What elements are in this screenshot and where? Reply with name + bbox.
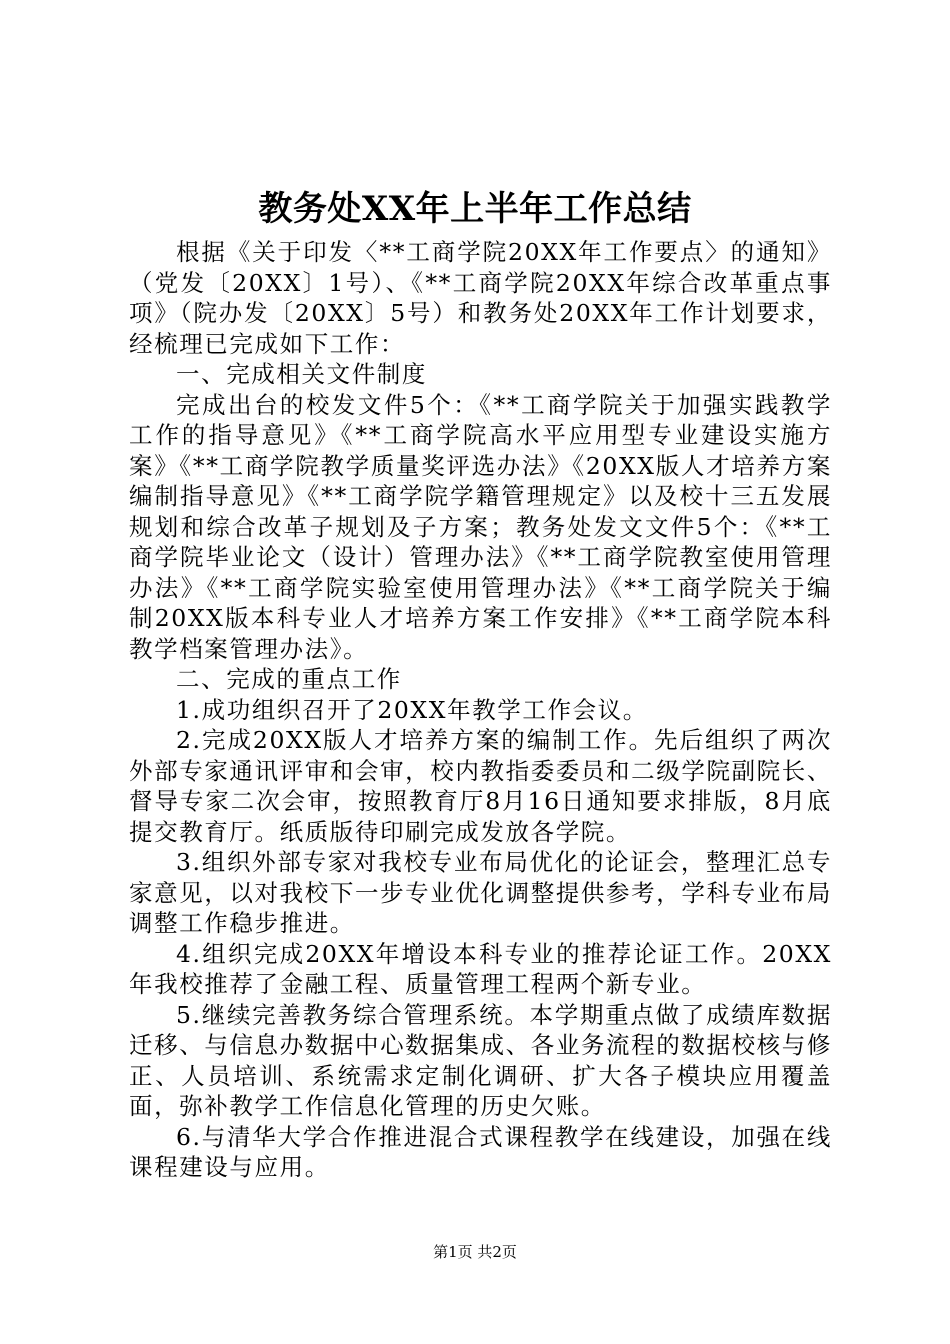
paragraph-intro: 根据《关于印发〈**工商学院20XX年工作要点〉的通知》（党发〔20XX〕1号）、《**工商学院20XX年综合改革重点事项》（院办发〔20XX〕5号）和教务处20XX年工作计划要求，经梳理已完成如下工作： [129,238,832,358]
paragraph-item-4: 4.组织完成20XX年增设本科专业的推荐论证工作。20XX年我校推荐了金融工程、质量管理工程两个新专业。 [129,939,832,998]
paragraph-item-6: 6.与清华大学合作推进混合式课程教学在线建设，加强在线课程建设与应用。 [129,1122,832,1181]
section-heading-2: 二、完成的重点工作 [176,665,402,693]
paragraph-documents: 完成出台的校发文件5个：《**工商学院关于加强实践教学工作的指导意见》《**工商学院高水平应用型专业建设实施方案》《**工商学院教学质量奖评选办法》《20XX版人才培养方案编制指导意见》《**工商学院学籍管理规定》以及校十三五发展规划和综合改革子规划及子方案；教务处发文文件5个：《**工商学院毕业论文（设计）管理办法》《**工商学院教室使用管理办法》《**工商学院实验室使用管理办法》《**工商学院关于编制20XX版本科专业人才培养方案工作安排》《**工商学院本科教学档案管理办法》。 [129,390,832,663]
section-heading-1: 一、完成相关文件制度 [176,360,427,388]
page-number-footer: 第1页 共2页 [433,1243,517,1261]
paragraph-item-2: 2.完成20XX版人才培养方案的编制工作。先后组织了两次外部专家通讯评审和会审，校内教指委委员和二级学院副院长、督导专家二次会审，按照教育厅8月16日通知要求排版，8月底提交教育厅。纸质版待印刷完成发放各学院。 [129,726,832,846]
paragraph-item-1: 1.成功组织召开了20XX年教学工作会议。 [176,695,648,724]
document-body [129,237,832,1183]
paragraph-item-5: 5.继续完善教务综合管理系统。本学期重点做了成绩库数据迁移、与信息办数据中心数据集成、各业务流程的数据校核与修正、人员培训、系统需求定制化调研、扩大各子模块应用覆盖面，弥补教学工作信息化管理的历史欠账。 [129,1000,832,1120]
paragraph-item-3: 3.组织外部专家对我校专业布局优化的论证会，整理汇总专家意见，以对我校下一步专业优化调整提供参考，学科专业布局调整工作稳步推进。 [129,848,832,937]
document-title: 教务处XX年上半年工作总结 [258,189,692,229]
